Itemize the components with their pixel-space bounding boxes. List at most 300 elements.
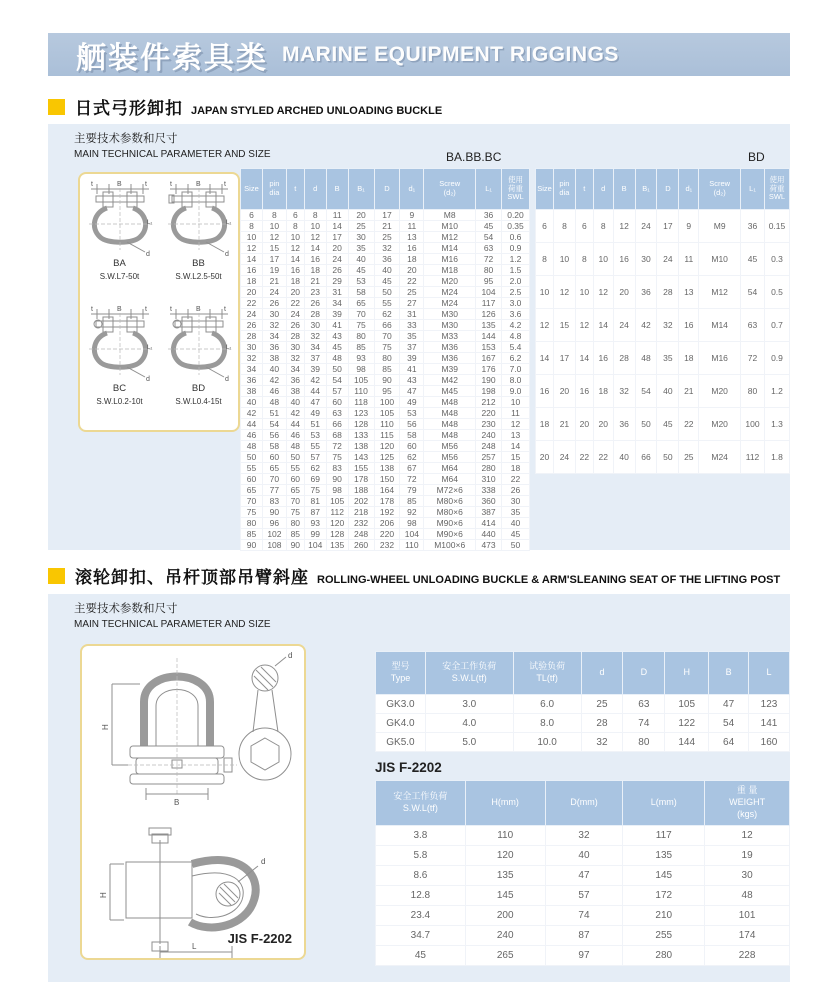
cell: 83 [326,463,348,474]
header-row [376,781,790,826]
cell: 24 [657,243,679,276]
shackle-diagram-bc [80,303,159,428]
cell: 18 [679,342,699,375]
cell: 150 [374,474,400,485]
cell: 6 [536,210,554,243]
cell: 188 [348,485,374,496]
table-row [536,408,790,441]
cell: M20 [699,375,741,408]
svg-text:H: H [101,724,110,730]
table-caption-bd: BD [748,150,765,164]
cell: 42 [286,408,304,419]
svg-text:d: d [145,251,150,258]
column-header: 使用 荷重 SWL [764,169,789,210]
table-row [241,276,530,287]
cell: GK5.0 [376,733,426,752]
cell: 160 [749,733,790,752]
cell: 46 [262,386,286,397]
cell: 92 [400,507,424,518]
cell: 30 [286,342,304,353]
cell: M12 [699,276,741,309]
cell: 50 [635,408,657,441]
cell: 20 [326,243,348,254]
cell: 42 [241,408,263,419]
table-row [241,364,530,375]
cell: 8 [286,221,304,232]
cell: 55 [304,441,326,452]
cell: 128 [348,419,374,430]
svg-text:L₁: L₁ [146,345,152,351]
cell: 13 [400,232,424,243]
table-row [241,485,530,496]
cell: 10 [304,221,326,232]
cell: 47 [709,695,749,714]
cell: 20 [613,276,635,309]
cell: 36 [286,375,304,386]
cell: 11 [679,243,699,276]
cell: 43 [400,375,424,386]
cell: M72×6 [424,485,476,496]
cell: 29 [326,276,348,287]
cell: 14 [502,441,530,452]
cell: 178 [348,474,374,485]
cell: 38 [241,386,263,397]
cell: 22 [502,474,530,485]
cell: 105 [665,695,709,714]
section-bullet-icon [48,568,65,584]
cell: 30 [348,232,374,243]
cell: 144 [665,733,709,752]
cell: 2.0 [502,276,530,287]
cell: 12 [241,243,263,254]
cell: 93 [348,353,374,364]
cell: M16 [699,342,741,375]
cell: 64 [709,733,749,752]
table-row [241,320,530,331]
cell: 473 [476,540,502,551]
table-row [241,309,530,320]
cell: 12 [593,276,613,309]
cell: 22 [575,441,593,474]
cell: 125 [374,452,400,463]
cell: 141 [749,714,790,733]
svg-text:B: B [174,798,180,807]
cell: 57 [304,452,326,463]
cell: 12 [553,276,575,309]
cell: 21 [679,375,699,408]
svg-text:H: H [99,892,108,898]
cell: 135 [476,320,502,331]
cell: 56 [400,419,424,430]
cell: 26 [286,320,304,331]
cell: 16 [593,342,613,375]
cell: 80 [623,733,665,752]
cell: M48 [424,419,476,430]
cell: 14 [593,309,613,342]
cell: 60 [326,397,348,408]
svg-text:t: t [90,181,93,188]
cell: M24 [699,441,741,474]
section-bullet-icon [48,99,65,115]
table-row [241,221,530,232]
cell: 240 [465,926,545,946]
cell: 6 [241,210,263,221]
table-row [241,298,530,309]
cell: 55 [241,463,263,474]
cell: 60 [400,441,424,452]
cell: M14 [699,309,741,342]
table-row [241,529,530,540]
cell: 87 [545,926,623,946]
cell: 47 [545,866,623,886]
table-row [376,906,790,926]
cell: 30 [241,342,263,353]
cell: 120 [374,441,400,452]
column-header: L₁ [741,169,765,210]
cell: 98 [326,485,348,496]
cell: 24 [553,441,575,474]
cell: 387 [476,507,502,518]
table-row [241,353,530,364]
cell: 32 [613,375,635,408]
cell: 16 [575,375,593,408]
svg-text:t: t [223,306,226,313]
table-row [241,408,530,419]
svg-text:t: t [223,181,226,188]
cell: 202 [348,496,374,507]
cell: 90 [326,474,348,485]
cell: 16 [304,254,326,265]
cell: 18 [536,408,554,441]
svg-text:d: d [288,651,293,660]
table-row [241,265,530,276]
cell: 210 [623,906,705,926]
cell: 60 [241,474,263,485]
cell: 31 [326,287,348,298]
svg-text:L: L [192,942,197,951]
cell: 85 [241,529,263,540]
cell: 51 [262,408,286,419]
column-header: d [581,652,623,695]
cell: 143 [348,452,374,463]
cell: 17 [553,342,575,375]
cell: 1.2 [502,254,530,265]
param-label-zh: 主要技术参数和尺寸 [74,603,178,615]
cell: 57 [326,386,348,397]
column-header: H [665,652,709,695]
cell: M14 [424,243,476,254]
cell: 0.7 [764,309,789,342]
cell: 69 [304,474,326,485]
table-row [376,886,790,906]
cell: 138 [348,441,374,452]
cell: 95 [476,276,502,287]
cell: M16 [424,254,476,265]
cell: 66 [326,419,348,430]
section1-title-zh: 日式弓形卸扣 [75,99,183,118]
cell: 22 [286,298,304,309]
cell: 48 [326,353,348,364]
cell: 45 [348,265,374,276]
cell: 54 [262,419,286,430]
table-row [241,496,530,507]
cell: 26 [326,265,348,276]
cell: 0.35 [502,221,530,232]
cell: 28 [581,714,623,733]
cell: 45 [657,408,679,441]
cell: 16 [613,243,635,276]
cell: 20 [553,375,575,408]
cell: 17 [326,232,348,243]
cell: 135 [465,866,545,886]
cell: 63 [623,695,665,714]
cell: 96 [262,518,286,529]
jis-table-heading: JIS F-2202 [375,760,442,775]
table-row [241,419,530,430]
cell: M33 [424,331,476,342]
cell: M36 [424,342,476,353]
cell: 36 [741,210,765,243]
cell: 40 [545,846,623,866]
header-row [376,652,790,695]
cell: M42 [424,375,476,386]
cell: M20 [699,408,741,441]
column-header: pin dia [553,169,575,210]
cell: 11 [326,210,348,221]
cell: 80 [476,265,502,276]
column-header: L [749,652,790,695]
cell: 123 [348,408,374,419]
cell: 144 [476,331,502,342]
cell: 58 [348,287,374,298]
cell: 48 [635,342,657,375]
cell: 101 [705,906,790,926]
cell: 220 [374,529,400,540]
cell: 26 [262,298,286,309]
cell: 53 [400,408,424,419]
table-row [536,441,790,474]
svg-text:d: d [261,857,266,866]
cell: 16 [400,243,424,254]
cell: 18 [241,276,263,287]
column-header: pin dia [262,169,286,210]
cell: 22 [679,408,699,441]
cell: 145 [465,886,545,906]
cell: 257 [476,452,502,463]
cell: 3.6 [502,309,530,320]
cell: 338 [476,485,502,496]
table-row [241,232,530,243]
cell: 40 [262,364,286,375]
cell: M39 [424,364,476,375]
table-row [241,518,530,529]
cell: 122 [665,714,709,733]
cell: GK3.0 [376,695,426,714]
table-row [241,331,530,342]
cell: 39 [326,309,348,320]
cell: 10 [575,276,593,309]
table-row [536,243,790,276]
cell: M30 [424,320,476,331]
cell: M24 [424,287,476,298]
svg-text:t: t [144,306,147,313]
cell: 34 [326,298,348,309]
cell: 14 [304,243,326,254]
section1-title-row [48,94,442,119]
cell: 10 [241,232,263,243]
cell: 5.0 [425,733,513,752]
cell: 14 [536,342,554,375]
cell: 70 [262,474,286,485]
cell: 34 [304,342,326,353]
table-row [241,474,530,485]
cell: 44 [241,419,263,430]
cell: 240 [476,430,502,441]
cell: 1.8 [764,441,789,474]
cell: 25 [400,287,424,298]
shackle-diagram-box [78,172,240,432]
table-row [376,926,790,946]
cell: 49 [304,408,326,419]
cell: 40 [286,397,304,408]
cell: 53 [348,276,374,287]
cell: 36 [241,375,263,386]
cell: M9 [699,210,741,243]
cell: 98 [348,364,374,375]
cell: 310 [476,474,502,485]
shackle-diagram-ba [80,178,159,303]
cell: 4.0 [425,714,513,733]
cell: 118 [348,397,374,408]
header-row [241,169,530,210]
cell: 4.8 [502,331,530,342]
cell: 50 [326,364,348,375]
cell: 50 [657,441,679,474]
cell: 414 [476,518,502,529]
column-header: B₁ [635,169,657,210]
cell: 41 [326,320,348,331]
cell: 6 [286,210,304,221]
cell: 54 [635,375,657,408]
column-header: Size [536,169,554,210]
cell: 75 [304,485,326,496]
cell: 24 [241,309,263,320]
cell: 80 [286,518,304,529]
cell: 1.5 [502,265,530,276]
cell: 15 [553,309,575,342]
rolling-wheel-shackle-drawing-icon [82,650,300,820]
cell: 47 [304,397,326,408]
shackle-drawing-icon [164,178,234,258]
cell: 99 [304,529,326,540]
column-header: 型号 Type [376,652,426,695]
cell: 51 [304,419,326,430]
column-header: D [374,169,400,210]
cell: 10 [286,232,304,243]
cell: 155 [348,463,374,474]
section2-param-label [74,602,271,631]
svg-text:L₁: L₁ [146,220,152,226]
cell: 17 [657,210,679,243]
cell: 34 [286,364,304,375]
cell: 43 [326,331,348,342]
cell: 41 [400,364,424,375]
svg-text:d: d [145,376,150,383]
column-header: D(mm) [545,781,623,826]
cell: 13 [502,430,530,441]
cell: 153 [476,342,502,353]
cell: 20 [241,287,263,298]
table-gk [375,651,790,752]
table-row [241,386,530,397]
cell: 90 [374,375,400,386]
cell: 0.6 [502,232,530,243]
cell: 135 [326,540,348,551]
cell: 31 [400,309,424,320]
cell: 24 [262,287,286,298]
cell: 112 [326,507,348,518]
cell: 11 [400,221,424,232]
cell: 18 [502,463,530,474]
cell: 25 [679,441,699,474]
table-row [241,452,530,463]
cell: 95 [374,386,400,397]
cell: 8 [593,210,613,243]
cell: 1.3 [764,408,789,441]
cell: 218 [348,507,374,518]
cell: 8 [241,221,263,232]
cell: 230 [476,419,502,430]
section2-title-zh: 滚轮卸扣、吊杆顶部吊臂斜座 [75,568,309,587]
table-row [536,342,790,375]
cell: 14 [326,221,348,232]
cell: 26 [502,485,530,496]
cell: 17 [262,254,286,265]
cell: 66 [374,320,400,331]
cell: 12 [502,419,530,430]
cell: 23 [304,287,326,298]
cell: 30 [705,866,790,886]
svg-text:t: t [169,181,172,188]
column-header: L(mm) [623,781,705,826]
table-row [376,866,790,886]
svg-text:t: t [169,306,172,313]
jis-drawing-label: JIS F-2202 [227,931,292,946]
svg-text:t: t [144,181,147,188]
cell: 63 [326,408,348,419]
cell: 18 [286,276,304,287]
cell: 123 [749,695,790,714]
param-label-en: MAIN TECHNICAL PARAMETER AND SIZE [74,148,271,160]
cell: 62 [304,463,326,474]
cell: 58 [262,441,286,452]
cell: 0.9 [502,243,530,254]
table-row [376,846,790,866]
cell: M48 [424,408,476,419]
cell: 54 [326,375,348,386]
cell: 10.0 [513,733,581,752]
cell: 54 [709,714,749,733]
cell: 11 [502,408,530,419]
cell: 110 [465,826,545,846]
table-row [536,309,790,342]
shackle-swl: S.W.L0.2-10t [96,397,143,406]
cell: 80 [741,375,765,408]
table-row [241,507,530,518]
cell: 37 [400,342,424,353]
cell: 9 [400,210,424,221]
cell: 126 [476,309,502,320]
